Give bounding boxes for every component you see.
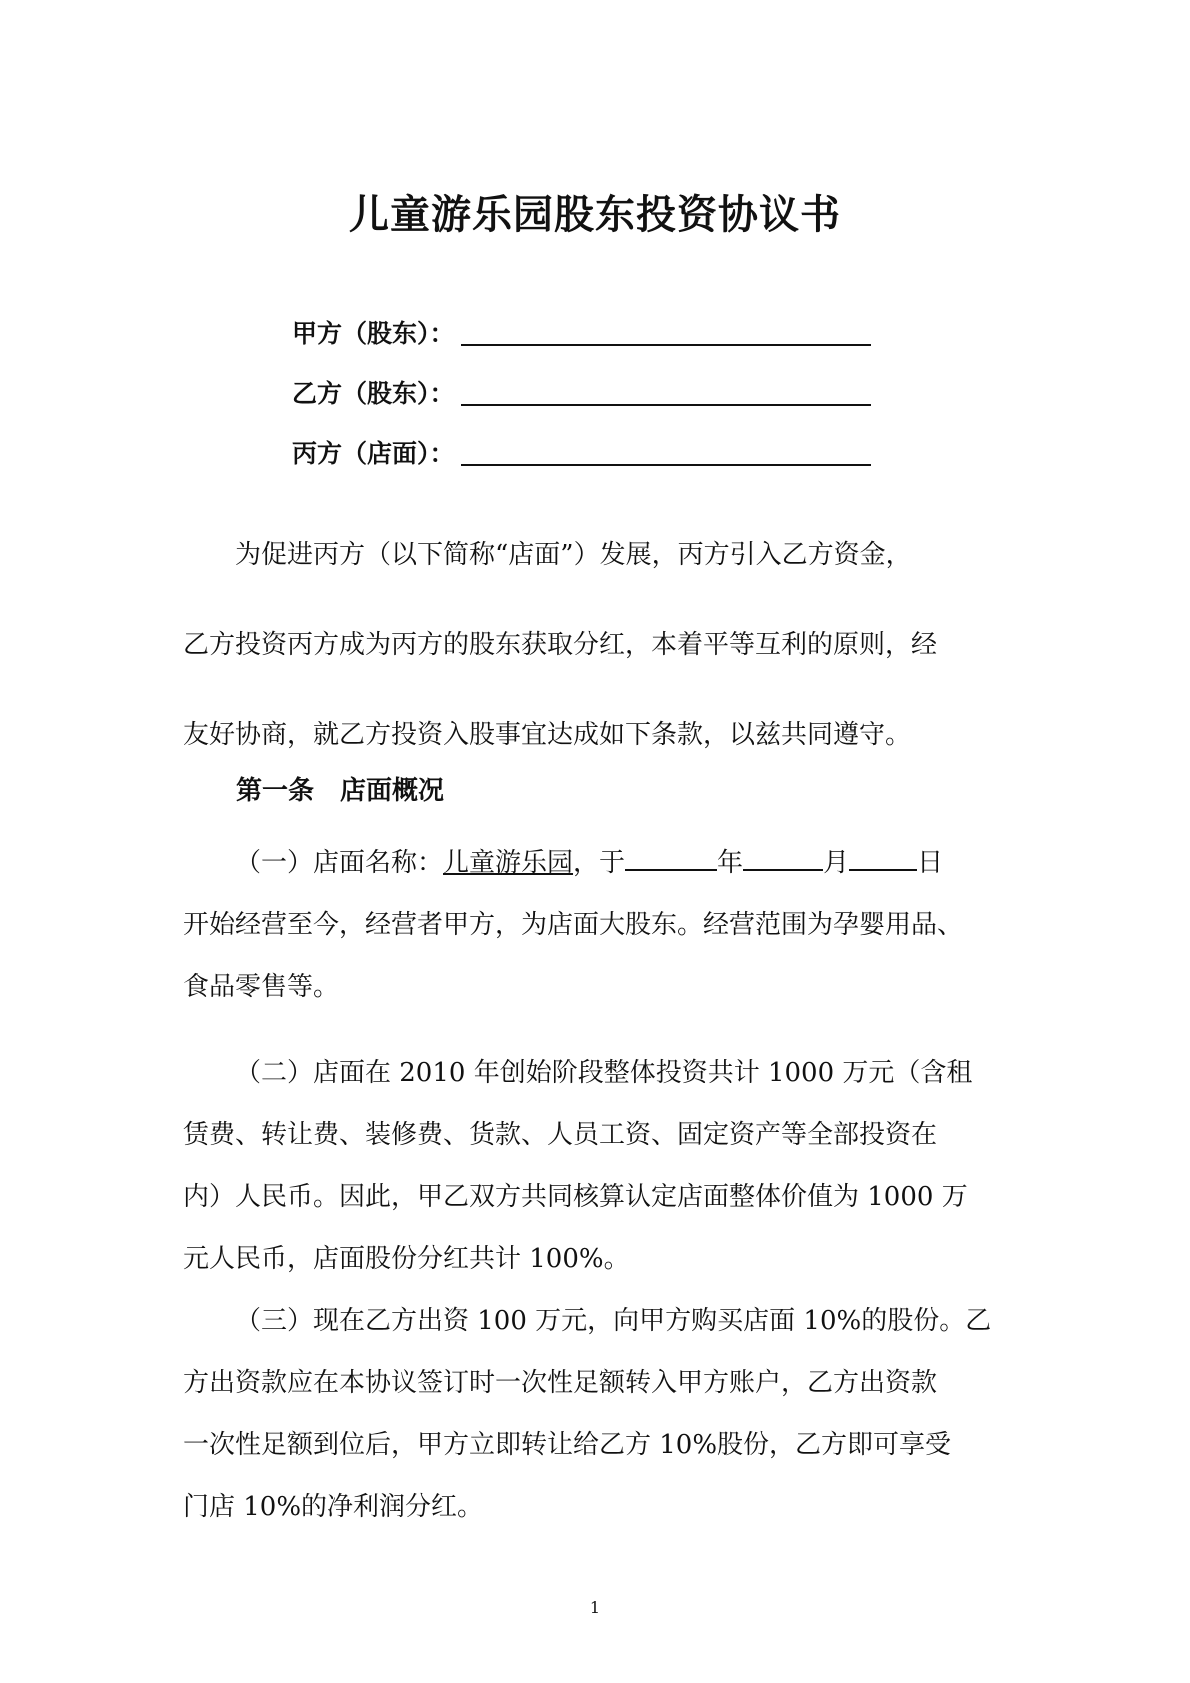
clause-3 [183, 1290, 1023, 1538]
party-b-field [292, 370, 871, 410]
clause-2 [183, 1042, 1023, 1290]
party-b-label: 乙方（股东）： [292, 379, 455, 408]
clause-1-line-2: 开始经营至今，经营者甲方，为店面大股东。经营范围为孕婴用品、 [183, 910, 964, 940]
party-b-blank [461, 398, 871, 406]
party-a-field [292, 310, 871, 350]
preamble [183, 510, 1023, 780]
preamble-line: 为促进丙方（以下简称“店面”）发展，丙方引入乙方资金， [235, 540, 912, 570]
clause-3-line: 门店 10%的净利润分红。 [183, 1492, 484, 1522]
clause-1-after-name: ，于 [573, 848, 626, 878]
day-blank [849, 847, 917, 871]
clause-2-line: 元人民币，店面股份分红共计 100%。 [183, 1244, 630, 1274]
clause-1-prefix: （一）店面名称： [235, 848, 444, 878]
page-number: 1 [589, 1598, 601, 1617]
clause-1 [183, 832, 1023, 1018]
store-name: 儿童游乐园 [443, 848, 574, 878]
party-c-field [292, 430, 871, 470]
party-a-label: 甲方（股东）： [292, 319, 455, 348]
party-a-blank [461, 338, 871, 346]
year-blank [625, 847, 717, 871]
clause-2-line: （二）店面在 2010 年创始阶段整体投资共计 1000 万元（含租 [235, 1058, 973, 1088]
party-c-blank [461, 458, 871, 466]
preamble-line: 友好协商，就乙方投资入股事宜达成如下条款，以兹共同遵守。 [183, 720, 912, 750]
clause-3-line: 方出资款应在本协议签订时一次性足额转入甲方账户，乙方出资款 [183, 1368, 938, 1398]
day-label: 日 [917, 848, 944, 878]
clause-3-line: 一次性足额到位后，甲方立即转让给乙方 10%股份，乙方即可享受 [183, 1430, 952, 1460]
month-blank [743, 847, 823, 871]
year-label: 年 [717, 848, 744, 878]
article-1-heading: 第一条 店面概况 [236, 776, 445, 806]
clause-2-line: 内）人民币。因此，甲乙双方共同核算认定店面整体价值为 1000 万 [183, 1182, 968, 1212]
clause-1-line-1 [183, 832, 1023, 894]
preamble-line: 乙方投资丙方成为丙方的股东获取分红，本着平等互利的原则，经 [183, 630, 938, 660]
month-label: 月 [823, 848, 850, 878]
clause-3-line: （三）现在乙方出资 100 万元，向甲方购买店面 10%的股份。乙 [235, 1306, 992, 1336]
party-c-label: 丙方（店面）： [292, 439, 455, 468]
clause-1-line-3: 食品零售等。 [183, 972, 340, 1002]
clause-2-line: 赁费、转让费、装修费、货款、人员工资、固定资产等全部投资在 [183, 1120, 938, 1150]
document-title: 儿童游乐园股东投资协议书 [349, 192, 841, 238]
